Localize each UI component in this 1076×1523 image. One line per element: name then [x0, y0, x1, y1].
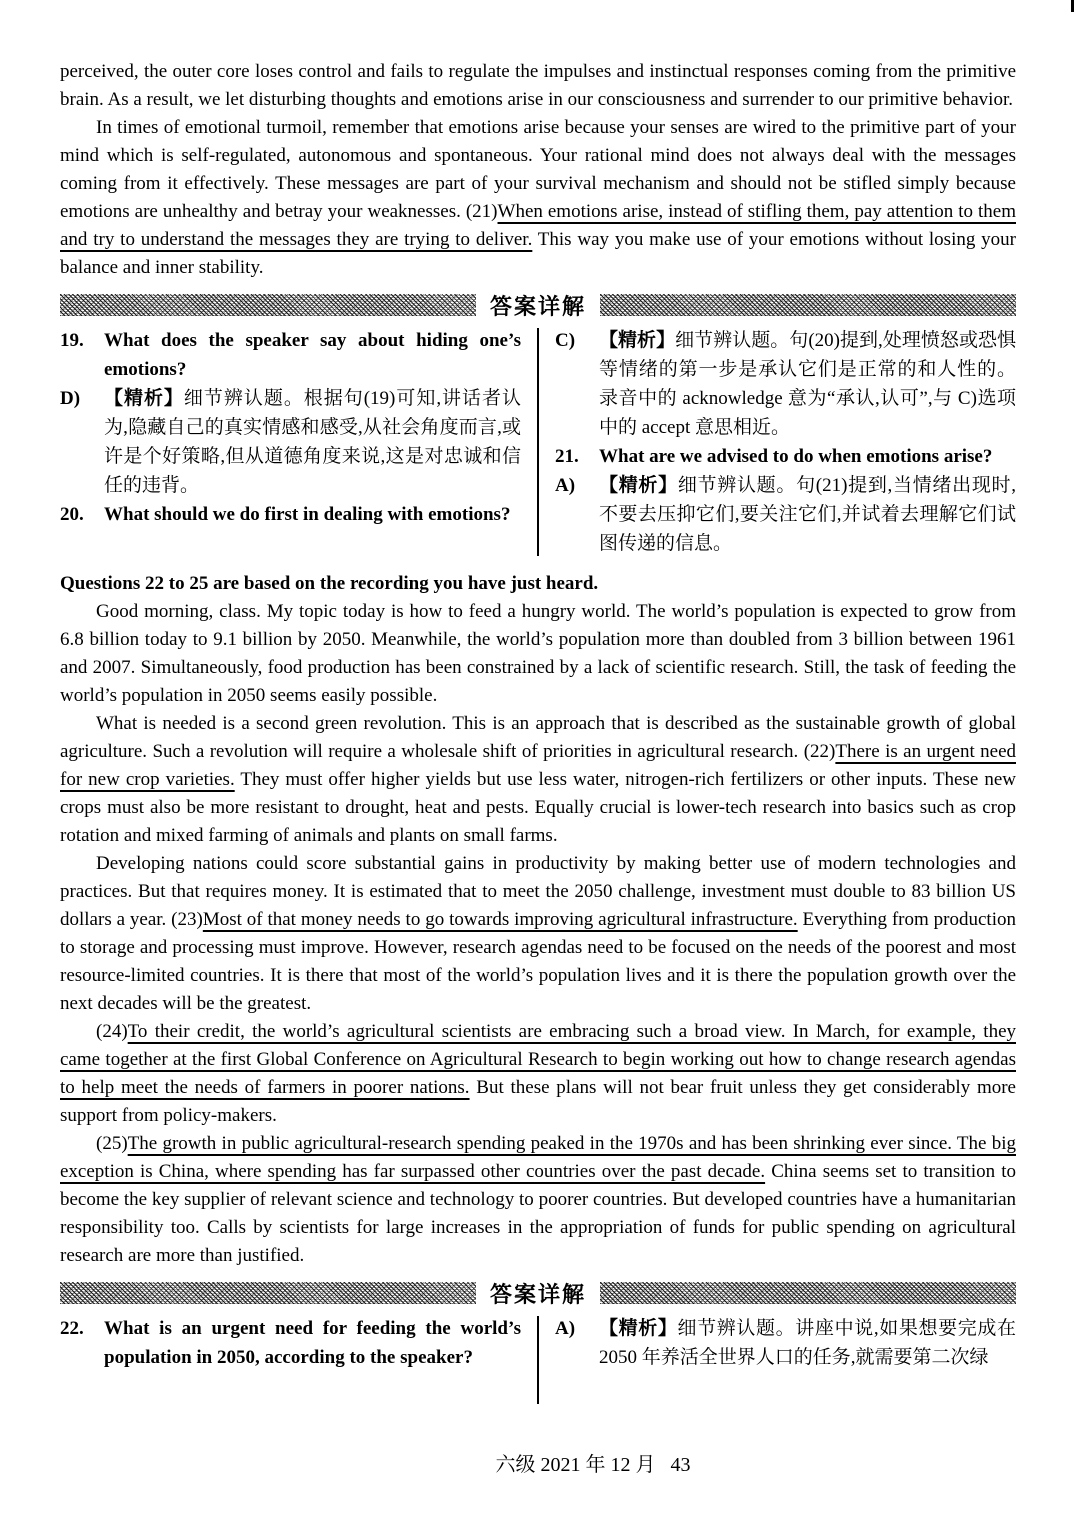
answer-item [555, 442, 1016, 471]
text-segment: (25) [96, 1133, 128, 1154]
item-text [104, 1314, 521, 1372]
text-segment: What is needed is a second green revolution. This is an approach that is described as the sustainable growth of global agriculture. Such a revolution will require a wholesale shift of priorities in agricultural research. (22) [60, 713, 1016, 762]
item-marker: D) [60, 388, 81, 409]
qa-block-1 [60, 326, 1016, 558]
text-segment: 【精析】 [104, 388, 184, 409]
item-marker: A) [555, 1318, 576, 1339]
answer-item [555, 1314, 1016, 1372]
transcript-paragraph [60, 1018, 1016, 1130]
qa2-left-column [60, 1314, 537, 1406]
item-text [104, 326, 521, 384]
text-segment: What should we do first in dealing with emotions? [104, 504, 511, 525]
answer-item [60, 500, 521, 529]
text-segment: perceived, the outer core loses control and fails to regulate the impulses and instinctual responses coming from the primitive brain. As a result, we let disturbing thoughts and emotions arise in our consciousness and surrender to our primitive behavior. [60, 61, 1016, 110]
underlined-key-sentence: To their credit, the world’s agricultural scientists are embracing such a broad view. In March, for example, they came together at the first Global Conference on Agricultural Research to begin working out how to change research agendas to help meet the needs of farmers in poorer nations. [60, 1021, 1016, 1098]
answer-item [60, 1314, 521, 1372]
text-segment: In times of emotional turmoil, remember that emotions arise because your senses are wired to the primitive part of your mind which is self-regulated, autonomous and spontaneous. Your rational mind does not always deal with the messages coming from it effectively. These messages are part of your survival mechanism and should not be stifled simply because emotions are unhealthy and betray your weaknesses. (21) [60, 117, 1016, 222]
text-segment: This way you make use of your emotions without losing your balance and inner stability. [60, 229, 1016, 278]
text-segment: 细节辨认题。讲座中说,如果想要完成在 2050 年养活全世界人口的任务,就需要第二次绿 [599, 1318, 1016, 1368]
answer-band-1 [60, 291, 1016, 319]
text-segment: What does the speaker say about hiding one’s emotions? [104, 330, 521, 380]
text-segment: 【精析】 [599, 330, 676, 351]
item-marker: C) [555, 330, 576, 351]
passage-1 [60, 58, 1016, 282]
item-text [599, 1314, 1016, 1372]
item-marker: 19. [60, 330, 84, 351]
text-segment: 细节辨认题。根据句(19)可知,讲话者认为,隐藏自己的真实情感和感受,从社会角度而言,或许是个好策略,但从道德角度来说,这是对忠诚和信任的违背。 [104, 388, 521, 496]
answer-band-title: 答案详解 [490, 1281, 587, 1307]
qa-block-2 [60, 1314, 1016, 1406]
item-text [599, 326, 1016, 442]
item-text [104, 500, 521, 529]
answer-item [555, 326, 1016, 442]
page-footer: 六级 2021 年 12 月 43 [495, 1454, 691, 1476]
item-text [599, 471, 1016, 558]
text-segment: 细节辨认题。句(21)提到,当情绪出现时,不要去压抑它们,要关注它们,并试着去理解它们试图传递的信息。 [599, 475, 1016, 554]
text-segment: 【精析】 [599, 475, 678, 496]
answer-band-2 [60, 1279, 1016, 1307]
transcript-paragraph [60, 114, 1016, 282]
qa1-right-column [539, 326, 1016, 558]
text-segment: Developing nations could score substantial gains in productivity by making better use of modern technologies and practices. But that requires money. It is estimated that to meet the 2050 challenge, investment must double to 83 billion US dollars a year. (23) [60, 853, 1016, 930]
item-marker: 21. [555, 446, 579, 467]
hatch-texture-right [600, 294, 1016, 316]
answer-band-title: 答案详解 [490, 293, 587, 319]
item-marker: A) [555, 475, 576, 496]
text-segment: China seems set to transition to become the key supplier of relevant science and technology to poorer countries. But developed countries have a humanitarian responsibility too. Calls by scientists for large increases in the appropriation of funds for public spending on agricultural research are more than justified. [60, 1161, 1016, 1266]
item-marker: 20. [60, 504, 84, 525]
underlined-key-sentence: Most of that money needs to go towards improving agricultural infrastructure. [202, 909, 798, 930]
item-text [104, 384, 521, 500]
hatch-texture-right [600, 1282, 1016, 1304]
text-segment: (24) [96, 1021, 128, 1042]
qa1-left-column [60, 326, 537, 558]
hatch-texture-left [60, 294, 476, 316]
lecture-transcript [60, 598, 1016, 1270]
hatch-texture-left [60, 1282, 476, 1304]
text-segment: What is an urgent need for feeding the world’s population in 2050, according to the speaker? [104, 1318, 521, 1368]
text-segment: What are we advised to do when emotions arise? [599, 446, 993, 467]
transcript-paragraph [60, 850, 1016, 1018]
transcript-paragraph [60, 710, 1016, 850]
text-segment: But these plans will not bear fruit unless they get considerably more support from policy-makers. [60, 1077, 1016, 1126]
answer-item [555, 471, 1016, 558]
text-segment: Everything from production to storage and processing must improve. However, research agendas need to be focused on the needs of the poorest and most resource-limited countries. It is there that most of the world’s population lives and it is there the population growth over the next decades will be the greatest. [60, 909, 1016, 1014]
text-segment: Good morning, class. My topic today is how to feed a hungry world. The world’s population is expected to grow from 6.8 billion today to 9.1 billion by 2050. Meanwhile, the world’s population more than doubled from 3 billion between 1961 and 2007. Simultaneously, food production has been constrained by a lack of scientific research. Still, the task of feeding the world’s population in 2050 seems easily possible. [60, 601, 1016, 706]
text-segment: They must offer higher yields but use less water, nitrogen-rich fertilizers or other inputs. These new crops must also be more resistant to drought, heat and pests. Equally crucial is lower-tech research into basics such as crop rotation and mixed farming of animals and plants on small farms. [60, 769, 1016, 846]
item-marker: 22. [60, 1318, 84, 1339]
answer-item [60, 326, 521, 384]
transcript-paragraph [60, 1130, 1016, 1270]
transcript-paragraph [60, 58, 1016, 114]
transcript-paragraph [60, 598, 1016, 710]
underlined-key-sentence: The growth in public agricultural-research spending peaked in the 1970s and has been shrinking ever since. The big exception is China, where spending has far surpassed other countries over the past decade. [60, 1133, 1016, 1182]
answer-item [60, 384, 521, 500]
underlined-key-sentence: When emotions arise, instead of stifling them, pay attention to them and try to understand the messages they are trying to deliver. [60, 201, 1016, 250]
item-text [599, 442, 1016, 471]
scan-speck [1071, 0, 1074, 12]
underlined-key-sentence: There is an urgent need for new crop varieties. [60, 741, 1016, 790]
text-segment: 【精析】 [599, 1318, 678, 1339]
text-segment: 细节辨认题。句(20)提到,处理愤怒或恐惧等情绪的第一步是承认它们是正常的和人性的。录音中的 acknowledge 意为“承认,认可”,与 C)选项中的 accept 意思相近。 [599, 330, 1016, 438]
lecture-heading: Questions 22 to 25 are based on the recording you have just heard. [60, 573, 599, 594]
qa2-right-column [539, 1314, 1016, 1406]
